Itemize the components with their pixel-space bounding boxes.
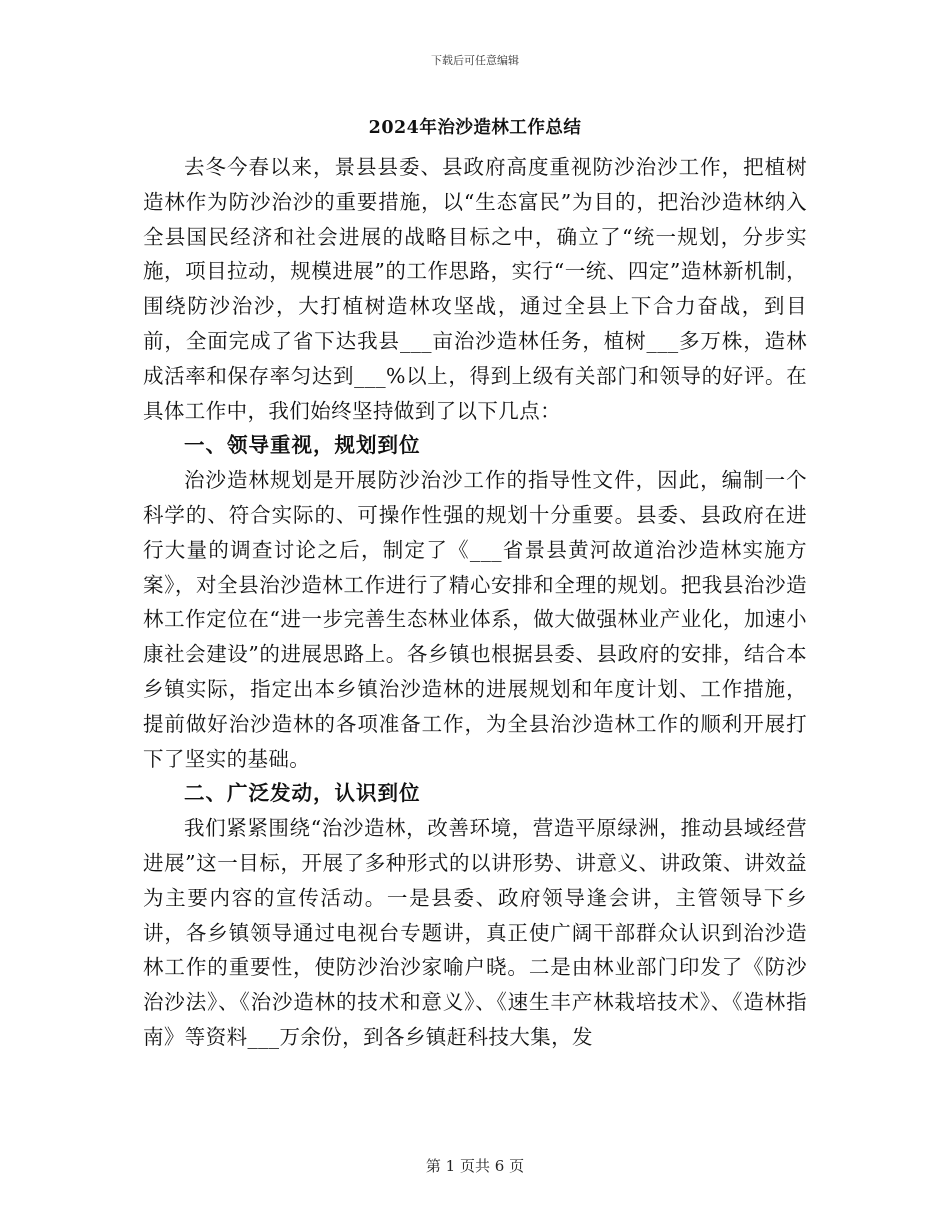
- section-paragraph-1: 治沙造林规划是开展防沙治沙工作的指导性文件，因此，编制一个科学的、符合实际的、可操作性强的规划十分重要。县委、县政府在进行大量的调查讨论之后，制定了《___省景县黄河故道治沙造林实施方案》，对全县治沙造林工作进行了精心安排和全理的规划。把我县治沙造林工作定位在“进一步完善生态林业体系，做大做强林业产业化，加速小康社会建设”的进展思路上。各乡镇也根据县委、县政府的安排，结合本乡镇实际，指定出本乡镇治沙造林的进展规划和年度计划、工作措施，提前做好治沙造林的各项准备工作，为全县治沙造林工作的顺利开展打下了坚实的基础。: [143, 468, 807, 771]
- section-paragraph-2: 我们紧紧围绕“治沙造林，改善环境，营造平原绿洲，推动县域经营进展”这一目标，开展了多种形式的以讲形势、讲意义、讲政策、讲效益为主要内容的宣传活动。一是县委、政府领导逢会讲，主管领导下乡讲，各乡镇领导通过电视台专题讲，真正使广阔干部群众认识到治沙造林工作的重要性，使防沙治沙家喻户晓。二是由林业部门印发了《防沙治沙法》、《治沙造林的技术和意义》、《速生丰产林栽培技术》、《造林指南》等资料___万余份，到各乡镇赶科技大集，发: [143, 816, 807, 1049]
- document-title: 2024年治沙造林工作总结: [368, 118, 582, 138]
- page-number: 第 1 页共 6 页: [425, 1157, 525, 1175]
- intro-paragraph: 去冬今春以来，景县县委、县政府高度重视防沙治沙工作，把植树造林作为防沙治沙的重要措施，以“生态富民”为目的，把治沙造林纳入全县国民经济和社会进展的战略目标之中，确立了“统一规划，分步实施，项目拉动，规模进展”的工作思路，实行“一统、四定”造林新机制，围绕防沙治沙，大打植树造林攻坚战，通过全县上下合力奋战，到目前，全面完成了省下达我县___亩治沙造林任务，植树___多万株，造林成活率和保存率匀达到___%以上，得到上级有关部门和领导的好评。在具体工作中，我们始终坚持做到了以下几点：: [143, 155, 807, 423]
- header-note: 下载后可任意编辑: [431, 54, 519, 67]
- section-heading-1: 一、领导重视，规划到位: [184, 433, 421, 458]
- document-body: [143, 150, 807, 1055]
- section-heading-2: 二、广泛发动，认识到位: [184, 781, 421, 806]
